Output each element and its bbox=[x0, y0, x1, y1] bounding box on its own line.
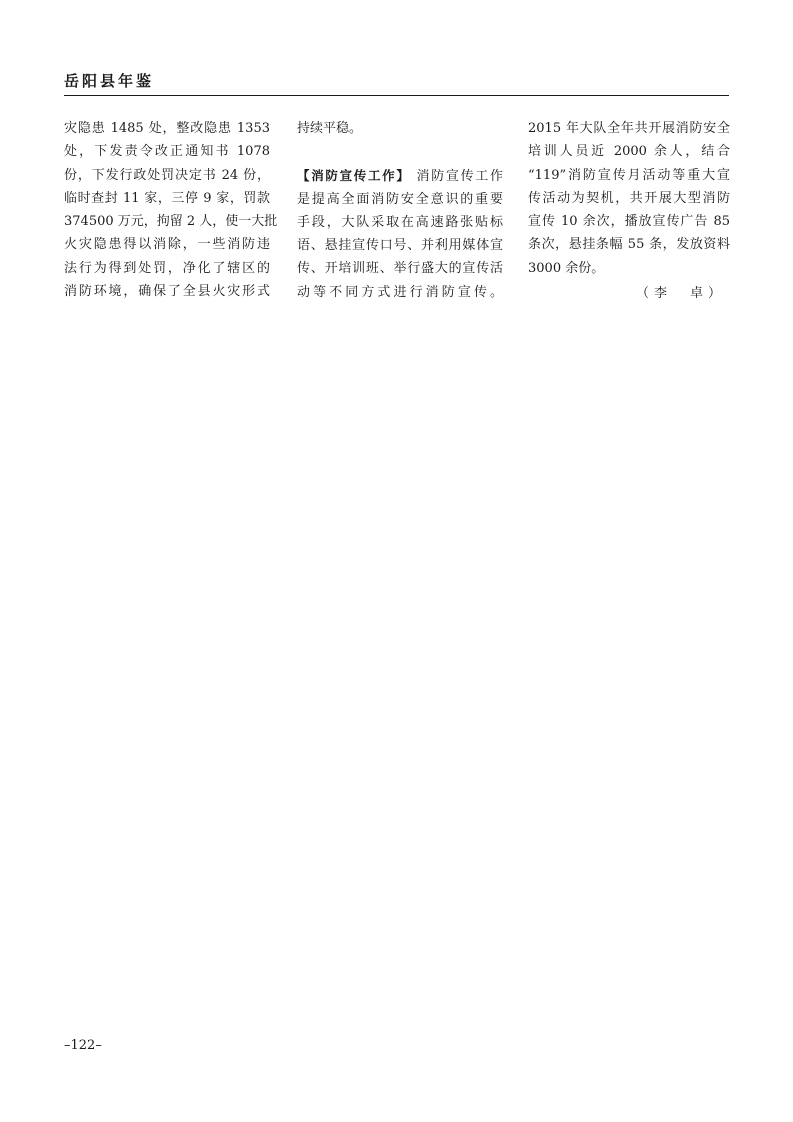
section-intro-text: 消防宣传工作 bbox=[416, 169, 503, 185]
author-signature: （李 卓） bbox=[635, 286, 726, 302]
text-column-3 bbox=[528, 117, 730, 305]
body-text-line: 2015 年大队全年共开展消防安全 bbox=[528, 121, 730, 136]
header-divider bbox=[64, 95, 729, 96]
paragraph-gap bbox=[297, 140, 503, 164]
body-text-line: 持续平稳。 bbox=[297, 121, 363, 136]
body-text-line: “119”消防宣传月活动等重大宣 bbox=[528, 167, 730, 183]
body-text-line: 火灾隐患得以消除，一些消防违 bbox=[64, 237, 270, 253]
body-text-line: 法行为得到处罚，净化了辖区的 bbox=[64, 260, 270, 276]
body-text-line: 宣传 10 余次，播放宣传广告 85 bbox=[528, 214, 730, 230]
running-header-title: 岳阳县年鉴 bbox=[64, 72, 155, 90]
text-column-2 bbox=[297, 117, 503, 304]
body-text-line: 374500 万元，拘留 2 人，使一大批 bbox=[64, 214, 278, 230]
body-text-line: 是提高全面消防安全意识的重要 bbox=[297, 191, 503, 207]
body-text-line: 条次，悬挂条幅 55 条，发放资料 bbox=[528, 237, 730, 253]
body-text-line: 传、开培训班、举行盛大的宣传活 bbox=[297, 261, 503, 277]
body-text-line: 处，下发责令改正通知书 1078 bbox=[64, 144, 270, 160]
body-text-line: 灾隐患 1485 处，整改隐患 1353 bbox=[64, 121, 270, 136]
text-column-1 bbox=[64, 117, 278, 303]
page-number: –122– bbox=[64, 1038, 102, 1053]
body-text-line: 3000 余份。 bbox=[528, 260, 605, 276]
body-text-line: 传活动为契机，共开展大型消防 bbox=[528, 190, 730, 206]
body-text-line: 语、悬挂宣传口号、并利用媒体宣 bbox=[297, 238, 503, 254]
body-text-line: 临时查封 11 家，三停 9 家，罚款 bbox=[64, 190, 270, 206]
body-text-line: 消防环境，确保了全县火灾形式 bbox=[64, 284, 270, 300]
body-text-line: 动等不同方式进行消防宣传。 bbox=[297, 284, 503, 300]
body-text-line: 培训人员近 2000 余人，结合 bbox=[528, 144, 730, 160]
section-heading: 【消防宣传工作】 bbox=[297, 168, 411, 184]
body-text-line: 份，下发行政处罚决定书 24 份， bbox=[64, 167, 270, 183]
body-text-line: 手段，大队采取在高速路张贴标 bbox=[297, 214, 503, 230]
section-first-line bbox=[297, 164, 503, 187]
